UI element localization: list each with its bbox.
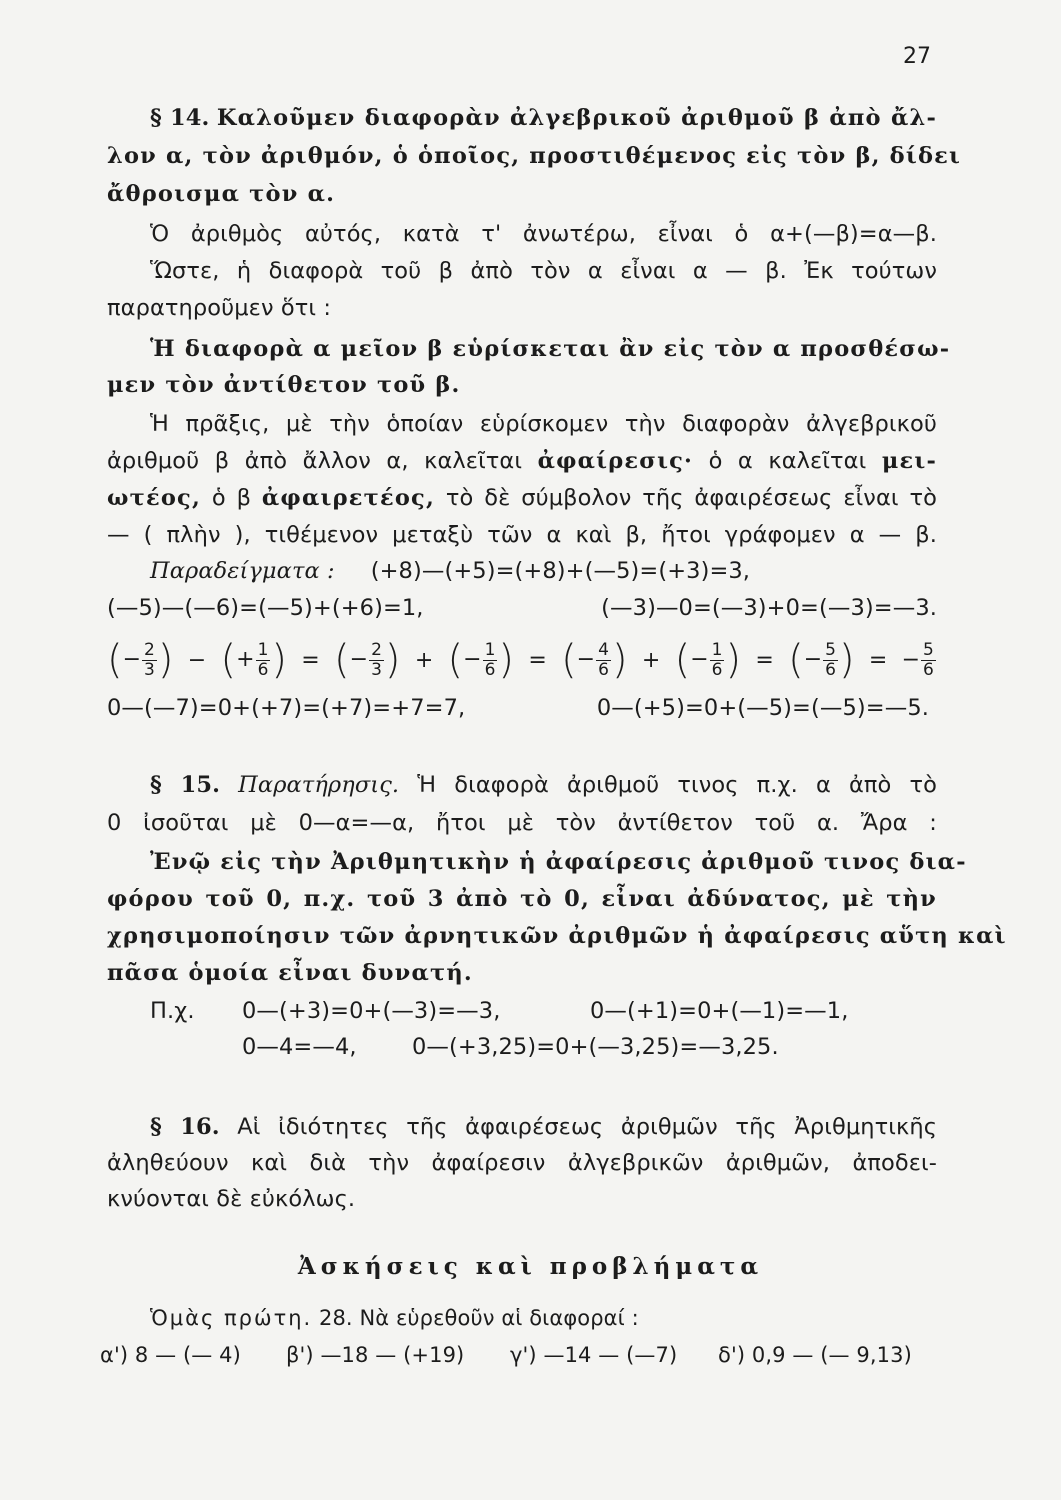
s16-text-2: ἀληθεύουν καὶ διὰ τὴν ἀφαίρεσιν ἀλγεβρικῶν ἀριθμῶν, ἀποδει- bbox=[107, 1150, 937, 1176]
exercise-b: β') —18 — (+19) bbox=[286, 1343, 465, 1367]
fraction-5: $\frac{4}{6}$ bbox=[598, 639, 609, 680]
exercise-d: δ') 0,9 — (— 9,13) bbox=[718, 1343, 912, 1367]
exercise-28: 28. Νὰ εὑρεθοῦν αἱ διαφοραί : bbox=[312, 1306, 639, 1330]
s15-bold-2: φόρου τοῦ 0, π.χ. τοῦ 3 ἀπὸ τὸ 0, εἶναι ἀδύνατος, μὲ τὴν bbox=[107, 886, 937, 912]
s14-para-3 bbox=[107, 483, 937, 513]
term-subtrahend: ἀφαιρετέος, bbox=[261, 485, 435, 511]
fraction-4: $\frac{1}{6}$ bbox=[484, 639, 496, 680]
term-minuend-2: ωτέος, bbox=[107, 485, 201, 511]
s15-ex-2: 0—(+1)=0+(—1)=—1, bbox=[590, 998, 849, 1024]
s15-text-1: Ἡ διαφορὰ ἀριθμοῦ τινος π.χ. α ἀπὸ τὸ bbox=[399, 772, 937, 798]
exercise-a: α') 8 — (— 4) bbox=[100, 1343, 241, 1367]
s15-number: § 15. bbox=[150, 772, 221, 798]
fraction-2: $\frac{1}{6}$ bbox=[257, 639, 269, 680]
example-2: (—5)—(—6)=(—5)+(+6)=1, bbox=[107, 595, 424, 621]
s14-para-3b: ὁ β bbox=[200, 485, 262, 511]
example-1: (+8)—(+5)=(+8)+(—5)=(+3)=3, bbox=[370, 558, 751, 584]
s15-label: Παρατήρησις. bbox=[238, 772, 400, 798]
s14-para-2 bbox=[107, 446, 937, 476]
fraction-6: $\frac{1}{6}$ bbox=[711, 639, 723, 680]
s14-rule-2: μεν τὸν ἀντίθετον τοῦ β. bbox=[107, 372, 461, 398]
s14-para-3d: τὸ δὲ σύμβολον τῆς ἀφαιρέσεως εἶναι τὸ bbox=[434, 485, 937, 511]
example-5: 0—(+5)=0+(—5)=(—5)=—5. bbox=[596, 695, 929, 721]
exercises-heading: Ἀσκήσεις καὶ προβλήματα bbox=[297, 1253, 764, 1280]
s15-ex-1: 0—(+3)=0+(—3)=—3, bbox=[242, 998, 501, 1024]
exercise-group: Ὁμὰς πρώτη. bbox=[150, 1306, 313, 1330]
s14-rule-1: Ἡ διαφορὰ α μεῖον β εὑρίσκεται ἂν εἰς τὸν α προσθέσω- bbox=[150, 336, 951, 362]
s15-text-2: 0 ἰσοῦται μὲ 0—α=—α, ἤτοι μὲ τὸν ἀντίθετον τοῦ α. Ἄρα : bbox=[107, 810, 937, 836]
s16-number: § 16. bbox=[150, 1114, 220, 1140]
s14-text-1: Ὁ ἀριθμὸς αὐτός, κατὰ τ' ἀνωτέρω, εἶναι ὁ α+(—β)=α—β. bbox=[150, 221, 937, 247]
s14-text-3: παρατηροῦμεν ὅτι : bbox=[107, 295, 332, 321]
s15-ex-3: 0—4=—4, bbox=[242, 1034, 357, 1060]
s16-text-1: Αἱ ἰδιότητες τῆς ἀφαιρέσεως ἀριθμῶν τῆς Ἀριθμητικῆς bbox=[219, 1114, 937, 1140]
s14-para-4: — ( πλὴν ), τιθέμενον μεταξὺ τῶν α καὶ β, ἤτοι γράφομεν α — β. bbox=[107, 522, 937, 548]
s14-para-2c: ὁ α καλεῖται bbox=[693, 448, 882, 474]
s15-ex-4: 0—(+3,25)=0+(—3,25)=—3,25. bbox=[412, 1034, 779, 1060]
s16-text-3: κνύονται δὲ εὐκόλως. bbox=[107, 1186, 356, 1212]
s14-definition-3: ἄθροισμα τὸν α. bbox=[107, 181, 336, 207]
fraction-1: $\frac{2}{3}$ bbox=[144, 639, 155, 680]
fraction-8: $\frac{5}{6}$ bbox=[923, 639, 934, 680]
examples-line-4 bbox=[107, 693, 937, 723]
s14-number: § 14. bbox=[150, 105, 210, 131]
s14-line-1 bbox=[107, 103, 937, 133]
examples-line-2 bbox=[107, 593, 937, 623]
example-3: (—3)—0=(—3)+0=(—3)=—3. bbox=[601, 595, 937, 621]
examples-label: Παραδείγματα : bbox=[150, 558, 335, 584]
exercise-c: γ') —14 — (—7) bbox=[510, 1343, 678, 1367]
s15-bold-4: πᾶσα ὁμοία εἶναι δυνατή. bbox=[107, 960, 473, 986]
fraction-3: $\frac{2}{3}$ bbox=[371, 639, 382, 680]
s14-text-2: Ὥστε, ἡ διαφορὰ τοῦ β ἀπὸ τὸν α εἶναι α — β. Ἐκ τούτων bbox=[150, 258, 937, 284]
term-minuend-1: μει- bbox=[881, 448, 937, 474]
example-4: 0—(—7)=0+(+7)=(+7)=+7=7, bbox=[107, 695, 466, 721]
s15-examples-1 bbox=[150, 996, 937, 1026]
s16-line-1 bbox=[150, 1112, 937, 1142]
fraction-7: $\frac{5}{6}$ bbox=[825, 639, 836, 680]
examples-line-1 bbox=[150, 556, 937, 586]
s14-definition-2: λον α, τὸν ἀριθμόν, ὁ ὁποῖος, προστιθέμενος εἰς τὸν β, δίδει bbox=[107, 143, 962, 169]
s15-line-1 bbox=[150, 770, 937, 800]
s14-para-1: Ἡ πρᾶξις, μὲ τὴν ὁποίαν εὑρίσκομεν τὴν διαφορὰν ἀλγεβρικοῦ bbox=[150, 411, 937, 437]
term-subtraction: ἀφαίρεσις· bbox=[537, 448, 694, 474]
exercise-intro bbox=[150, 1303, 937, 1333]
s15-bold-3: χρησιμοποίησιν τῶν ἀρνητικῶν ἀριθμῶν ἡ ἀφαίρεσις αὕτη καὶ bbox=[107, 923, 1007, 949]
s15-ex-label: Π.χ. bbox=[150, 998, 195, 1024]
s14-para-2a: ἀριθμοῦ β ἀπὸ ἄλλον α, καλεῖται bbox=[107, 448, 538, 474]
page-number: 27 bbox=[903, 44, 931, 69]
fraction-example: (− $\frac{2}{3}$ ) − (+ $\frac{1}{6}$ ) = (− $\frac{2}{3}$ ) + (− $\frac{1}{6}$ ) = (− $\frac{4}{6}$ ) + (− $\frac{1}{6}$ ) = (− $\frac{5}{6}$ ) = − $\frac{5}{6}$ bbox=[107, 637, 934, 683]
s14-definition-1: Καλοῦμεν διαφορὰν ἀλγεβρικοῦ ἀριθμοῦ β ἀπὸ ἄλ- bbox=[216, 105, 937, 131]
s15-bold-1: Ἐνῷ εἰς τὴν Ἀριθμητικὴν ἡ ἀφαίρεσις ἀριθμοῦ τινος δια- bbox=[150, 849, 967, 875]
